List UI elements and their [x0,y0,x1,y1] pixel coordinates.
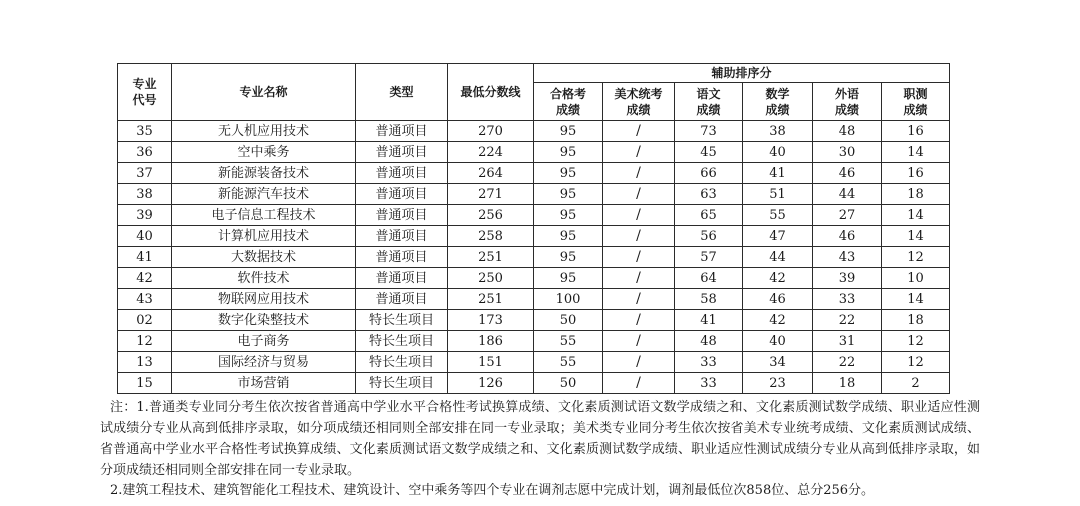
cell-major-code: 40 [118,226,172,247]
cell-vocational-test-score: 14 [882,289,950,310]
cell-foreign-language-score: 44 [813,184,882,205]
cell-major-name: 大数据技术 [172,247,356,268]
cell-art-exam-score: / [603,121,675,142]
cell-chinese-score: 48 [675,331,743,352]
cell-vocational-test-score: 2 [882,373,950,394]
cell-math-score: 42 [743,310,813,331]
cell-min-score: 250 [448,268,534,289]
cell-math-score: 23 [743,373,813,394]
cell-foreign-language-score: 39 [813,268,882,289]
cell-math-score: 42 [743,268,813,289]
cell-vocational-test-score: 14 [882,142,950,163]
table-row [118,268,950,289]
cell-art-exam-score: / [603,289,675,310]
cell-pass-exam-score: 95 [534,268,603,289]
cell-major-code: 36 [118,142,172,163]
cell-type: 普通项目 [356,289,448,310]
cell-math-score: 47 [743,226,813,247]
cell-math-score: 55 [743,205,813,226]
table-row [118,373,950,394]
table-row [118,142,950,163]
cell-major-code: 35 [118,121,172,142]
cell-chinese-score: 58 [675,289,743,310]
table-row [118,163,950,184]
cell-type: 特长生项目 [356,373,448,394]
cell-pass-exam-score: 95 [534,142,603,163]
cell-major-code: 37 [118,163,172,184]
cell-art-exam-score: / [603,184,675,205]
table-row [118,205,950,226]
cell-chinese-score: 64 [675,268,743,289]
cell-math-score: 34 [743,352,813,373]
cell-type: 普通项目 [356,184,448,205]
table-row [118,352,950,373]
cell-foreign-language-score: 43 [813,247,882,268]
cell-major-name: 新能源装备技术 [172,163,356,184]
cell-math-score: 44 [743,247,813,268]
cell-vocational-test-score: 14 [882,226,950,247]
cell-major-code: 15 [118,373,172,394]
cell-vocational-test-score: 16 [882,121,950,142]
cell-major-name: 物联网应用技术 [172,289,356,310]
header-pass-exam-score: 合格考 成绩 [534,83,603,121]
table-row [118,247,950,268]
cell-math-score: 38 [743,121,813,142]
cell-chinese-score: 66 [675,163,743,184]
cell-major-name: 空中乘务 [172,142,356,163]
cell-major-name: 无人机应用技术 [172,121,356,142]
cell-major-name: 软件技术 [172,268,356,289]
cell-major-name: 市场营销 [172,373,356,394]
cell-pass-exam-score: 95 [534,121,603,142]
cell-vocational-test-score: 10 [882,268,950,289]
cell-art-exam-score: / [603,205,675,226]
cell-art-exam-score: / [603,163,675,184]
header-chinese-score: 语文 成绩 [675,83,743,121]
cell-art-exam-score: / [603,352,675,373]
cell-art-exam-score: / [603,331,675,352]
cell-type: 普通项目 [356,247,448,268]
table-row [118,331,950,352]
cell-pass-exam-score: 95 [534,184,603,205]
cell-major-code: 43 [118,289,172,310]
cell-pass-exam-score: 95 [534,205,603,226]
cell-foreign-language-score: 22 [813,310,882,331]
cell-type: 普通项目 [356,121,448,142]
cell-type: 特长生项目 [356,331,448,352]
cell-type: 特长生项目 [356,310,448,331]
table-row [118,121,950,142]
cell-foreign-language-score: 31 [813,331,882,352]
cell-art-exam-score: / [603,268,675,289]
cell-min-score: 173 [448,310,534,331]
cell-vocational-test-score: 16 [882,163,950,184]
cell-major-code: 38 [118,184,172,205]
footnote-1: 注：1.普通类专业同分考生依次按省普通高中学业水平合格性考试换算成绩、文化素质测试语文数学成绩之和、文化素质测试数学成绩、职业适应性测试成绩分专业从高到低排序录取，如分项成绩还相同则全部安排在同一专业录取；美术类专业同分考生依次按省美术专业统考成绩、文化素质测试成绩、省普通高中学业水平合格性考试换算成绩、文化素质测试语文数学成绩之和、文化素质测试数学成绩、职业适应性测试成绩分专业从高到低排序录取，如分项成绩还相同则全部安排在同一专业录取。 [100,400,980,478]
cell-min-score: 126 [448,373,534,394]
footnote-2: 2.建筑工程技术、建筑智能化工程技术、建筑设计、空中乘务等四个专业在调剂志愿中完成计划，调剂最低位次858位、总分256分。 [110,483,875,498]
table-row [118,226,950,247]
cell-major-code: 12 [118,331,172,352]
admission-score-table [117,63,950,394]
cell-math-score: 40 [743,142,813,163]
cell-pass-exam-score: 55 [534,352,603,373]
cell-art-exam-score: / [603,226,675,247]
cell-type: 普通项目 [356,226,448,247]
cell-art-exam-score: / [603,142,675,163]
header-major-name: 专业名称 [172,64,356,121]
cell-chinese-score: 73 [675,121,743,142]
cell-foreign-language-score: 30 [813,142,882,163]
cell-math-score: 40 [743,331,813,352]
cell-type: 普通项目 [356,268,448,289]
cell-chinese-score: 65 [675,205,743,226]
cell-min-score: 224 [448,142,534,163]
header-art-exam-score: 美术统考 成绩 [603,83,675,121]
cell-min-score: 258 [448,226,534,247]
cell-min-score: 251 [448,289,534,310]
cell-math-score: 51 [743,184,813,205]
cell-vocational-test-score: 12 [882,352,950,373]
cell-foreign-language-score: 33 [813,289,882,310]
cell-major-name: 电子信息工程技术 [172,205,356,226]
cell-min-score: 270 [448,121,534,142]
cell-chinese-score: 63 [675,184,743,205]
cell-art-exam-score: / [603,373,675,394]
table-row [118,289,950,310]
cell-major-name: 电子商务 [172,331,356,352]
cell-chinese-score: 41 [675,310,743,331]
cell-pass-exam-score: 95 [534,247,603,268]
table-row [118,310,950,331]
cell-min-score: 251 [448,247,534,268]
cell-pass-exam-score: 50 [534,373,603,394]
cell-type: 普通项目 [356,205,448,226]
cell-vocational-test-score: 12 [882,331,950,352]
cell-foreign-language-score: 46 [813,163,882,184]
cell-min-score: 264 [448,163,534,184]
header-aux-sort-score: 辅助排序分 [534,64,950,83]
header-min-score: 最低分数线 [448,64,534,121]
cell-major-name: 数字化染整技术 [172,310,356,331]
cell-foreign-language-score: 46 [813,226,882,247]
cell-chinese-score: 57 [675,247,743,268]
cell-major-code: 02 [118,310,172,331]
header-math-score: 数学 成绩 [743,83,813,121]
header-type: 类型 [356,64,448,121]
cell-major-name: 新能源汽车技术 [172,184,356,205]
cell-foreign-language-score: 22 [813,352,882,373]
cell-chinese-score: 45 [675,142,743,163]
cell-type: 特长生项目 [356,352,448,373]
cell-foreign-language-score: 18 [813,373,882,394]
header-major-code: 专业 代号 [118,64,172,121]
table-row [118,184,950,205]
cell-vocational-test-score: 18 [882,184,950,205]
cell-pass-exam-score: 55 [534,331,603,352]
cell-chinese-score: 33 [675,373,743,394]
cell-chinese-score: 33 [675,352,743,373]
header-vocational-test-score: 职测 成绩 [882,83,950,121]
cell-pass-exam-score: 50 [534,310,603,331]
cell-art-exam-score: / [603,247,675,268]
cell-foreign-language-score: 48 [813,121,882,142]
table-header-row [118,64,950,83]
cell-major-name: 国际经济与贸易 [172,352,356,373]
cell-foreign-language-score: 27 [813,205,882,226]
cell-pass-exam-score: 100 [534,289,603,310]
cell-pass-exam-score: 95 [534,226,603,247]
cell-vocational-test-score: 12 [882,247,950,268]
cell-type: 普通项目 [356,142,448,163]
cell-min-score: 271 [448,184,534,205]
cell-major-name: 计算机应用技术 [172,226,356,247]
cell-major-code: 39 [118,205,172,226]
cell-min-score: 256 [448,205,534,226]
cell-math-score: 46 [743,289,813,310]
cell-type: 普通项目 [356,163,448,184]
cell-pass-exam-score: 95 [534,163,603,184]
cell-vocational-test-score: 14 [882,205,950,226]
cell-major-code: 42 [118,268,172,289]
cell-major-code: 13 [118,352,172,373]
cell-min-score: 151 [448,352,534,373]
header-foreign-language-score: 外语 成绩 [813,83,882,121]
cell-math-score: 41 [743,163,813,184]
cell-chinese-score: 56 [675,226,743,247]
cell-art-exam-score: / [603,310,675,331]
cell-major-code: 41 [118,247,172,268]
cell-vocational-test-score: 18 [882,310,950,331]
cell-min-score: 186 [448,331,534,352]
